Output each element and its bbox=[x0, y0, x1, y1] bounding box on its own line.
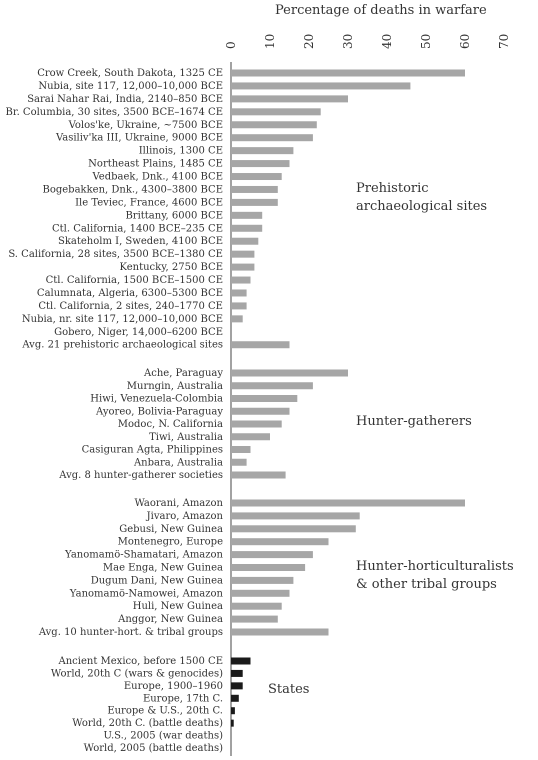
bar bbox=[231, 95, 348, 102]
row-label: Illinois, 1300 CE bbox=[138, 145, 223, 157]
bar bbox=[231, 238, 258, 245]
bar bbox=[231, 433, 270, 440]
row-label: Ayoreo, Bolivia-Paraguay bbox=[96, 406, 223, 418]
bar bbox=[231, 289, 247, 296]
row-label: U.S., 2005 (war deaths) bbox=[103, 730, 223, 742]
row-label: Crow Creek, South Dakota, 1325 CE bbox=[37, 68, 223, 79]
bar bbox=[231, 370, 348, 377]
bar bbox=[231, 341, 290, 348]
bar bbox=[231, 108, 321, 115]
row-label: Ile Teviec, France, 4600 BCE bbox=[75, 197, 223, 209]
group-label-line: Hunter-horticulturalists bbox=[356, 559, 514, 574]
row-label: Ctl. California, 1500 BCE–1500 CE bbox=[45, 275, 223, 287]
row-label: Bogebakken, Dnk., 4300–3800 BCE bbox=[42, 184, 223, 196]
bar bbox=[231, 395, 297, 402]
bar bbox=[231, 212, 262, 219]
row-label: Hiwi, Venezuela-Colombia bbox=[90, 393, 223, 405]
row-label: Mae Enga, New Guinea bbox=[102, 562, 223, 574]
bar bbox=[231, 70, 465, 77]
bar bbox=[231, 695, 239, 702]
row-label: Huli, New Guinea bbox=[132, 601, 223, 613]
row-label: Anbara, Australia bbox=[133, 457, 223, 469]
x-tick-label: 20 bbox=[302, 33, 316, 49]
bar bbox=[231, 446, 251, 453]
bar bbox=[231, 421, 282, 428]
bar bbox=[231, 538, 329, 545]
bar bbox=[231, 551, 313, 558]
group-label-line: archaeological sites bbox=[356, 199, 488, 214]
bar bbox=[231, 134, 313, 141]
row-label: Tiwi, Australia bbox=[149, 431, 223, 443]
row-label: Waorani, Amazon bbox=[134, 498, 223, 509]
row-label: World, 20th C. (battle deaths) bbox=[72, 718, 223, 730]
bar bbox=[231, 225, 262, 232]
row-label: World, 2005 (battle deaths) bbox=[83, 743, 223, 755]
bar bbox=[231, 251, 254, 258]
row-label: Modoc, N. California bbox=[117, 419, 223, 430]
group-label-line: Hunter-gatherers bbox=[356, 414, 472, 429]
row-label: Vasiliv'ka III, Ukraine, 9000 BCE bbox=[55, 132, 223, 144]
group-label bbox=[356, 180, 487, 216]
bar bbox=[231, 720, 234, 727]
row-label: Jivaro, Amazon bbox=[146, 510, 223, 522]
group-label bbox=[268, 681, 309, 699]
bar bbox=[231, 264, 254, 271]
row-label: Nubia, site 117, 12,000–10,000 BCE bbox=[38, 80, 223, 92]
x-tick-label: 0 bbox=[224, 41, 238, 49]
x-tick-label: 10 bbox=[263, 33, 277, 49]
row-label: Ache, Paraguay bbox=[144, 368, 223, 379]
bar bbox=[231, 315, 243, 322]
row-label: Yanomamö-Namowei, Amazon bbox=[69, 588, 223, 600]
x-tick-label: 60 bbox=[458, 33, 472, 49]
bar bbox=[231, 616, 278, 623]
row-label: Europe, 1900–1960 bbox=[123, 680, 223, 692]
bar bbox=[231, 525, 356, 532]
group-label-line: & other tribal groups bbox=[356, 577, 497, 592]
bar bbox=[231, 682, 243, 689]
row-label: Dugum Dani, New Guinea bbox=[90, 575, 223, 587]
bar bbox=[231, 512, 360, 519]
row-label: Casiguran Agta, Philippines bbox=[81, 444, 223, 456]
bar bbox=[231, 577, 293, 584]
row-label: Kentucky, 2750 BCE bbox=[119, 262, 223, 274]
row-label: S. California, 28 sites, 3500 BCE–1380 CE bbox=[8, 249, 223, 261]
bar bbox=[231, 459, 247, 466]
row-label: Gebusi, New Guinea bbox=[119, 523, 223, 535]
bar bbox=[231, 82, 410, 89]
group-label-line: Prehistoric bbox=[356, 181, 429, 196]
row-label: Avg. 10 hunter-hort. & tribal groups bbox=[38, 627, 223, 638]
group-label bbox=[356, 413, 472, 431]
row-label: Skateholm I, Sweden, 4100 BCE bbox=[58, 236, 223, 248]
row-label: Ctl. California, 2 sites, 240–1770 CE bbox=[38, 300, 223, 312]
row-label: Gobero, Niger, 14,000–6200 BCE bbox=[54, 326, 223, 338]
bar bbox=[231, 670, 243, 677]
row-label: Calumnata, Algeria, 6300–5300 BCE bbox=[36, 287, 223, 299]
bar bbox=[231, 500, 465, 507]
bar bbox=[231, 147, 293, 154]
bar bbox=[231, 408, 290, 415]
bar bbox=[231, 707, 235, 714]
x-tick-label: 30 bbox=[341, 33, 355, 49]
row-label: World, 20th C (wars & genocides) bbox=[50, 668, 223, 680]
x-tick-label: 50 bbox=[419, 33, 433, 49]
row-label: Volos'ke, Ukraine, ~7500 BCE bbox=[68, 119, 223, 131]
group-label bbox=[356, 558, 514, 594]
bar bbox=[231, 121, 317, 128]
x-axis-title: Percentage of deaths in warfare bbox=[275, 3, 487, 18]
row-label: Avg. 8 hunter-gatherer societies bbox=[59, 470, 223, 481]
row-label: Europe, 17th C. bbox=[142, 693, 223, 705]
bar bbox=[231, 472, 286, 479]
bar bbox=[231, 564, 305, 571]
row-label: Ctl. California, 1400 BCE–235 CE bbox=[51, 223, 223, 235]
bar bbox=[231, 603, 282, 610]
bar bbox=[231, 302, 247, 309]
row-label: Northeast Plains, 1485 CE bbox=[88, 158, 223, 170]
bar bbox=[231, 186, 278, 193]
bar bbox=[231, 590, 290, 597]
bar bbox=[231, 199, 278, 206]
row-label: Nubia, nr. site 117, 12,000–10,000 BCE bbox=[21, 313, 223, 325]
row-label: Europe & U.S., 20th C. bbox=[107, 705, 223, 717]
x-tick-label: 40 bbox=[380, 33, 394, 49]
x-tick-label: 70 bbox=[497, 33, 511, 49]
bar bbox=[231, 629, 329, 636]
row-label: Brittany, 6000 BCE bbox=[125, 210, 223, 222]
row-label: Vedbaek, Dnk., 4100 BCE bbox=[92, 171, 223, 183]
row-label: Sarai Nahar Rai, India, 2140–850 BCE bbox=[27, 93, 223, 105]
row-label: Br. Columbia, 30 sites, 3500 BCE–1674 CE bbox=[5, 106, 223, 118]
bar bbox=[231, 160, 290, 167]
row-label: Anggor, New Guinea bbox=[118, 614, 223, 626]
bar bbox=[231, 277, 251, 284]
row-label: Ancient Mexico, before 1500 CE bbox=[58, 656, 223, 667]
bar bbox=[231, 173, 282, 180]
group-label-line: States bbox=[268, 682, 310, 697]
row-label: Avg. 21 prehistoric archaeological sites bbox=[22, 339, 223, 351]
bar bbox=[231, 658, 251, 665]
row-label: Murngin, Australia bbox=[126, 380, 223, 392]
bar bbox=[231, 382, 313, 389]
row-label: Yanomamö-Shamatari, Amazon bbox=[65, 549, 223, 561]
row-label: Montenegro, Europe bbox=[117, 536, 223, 548]
